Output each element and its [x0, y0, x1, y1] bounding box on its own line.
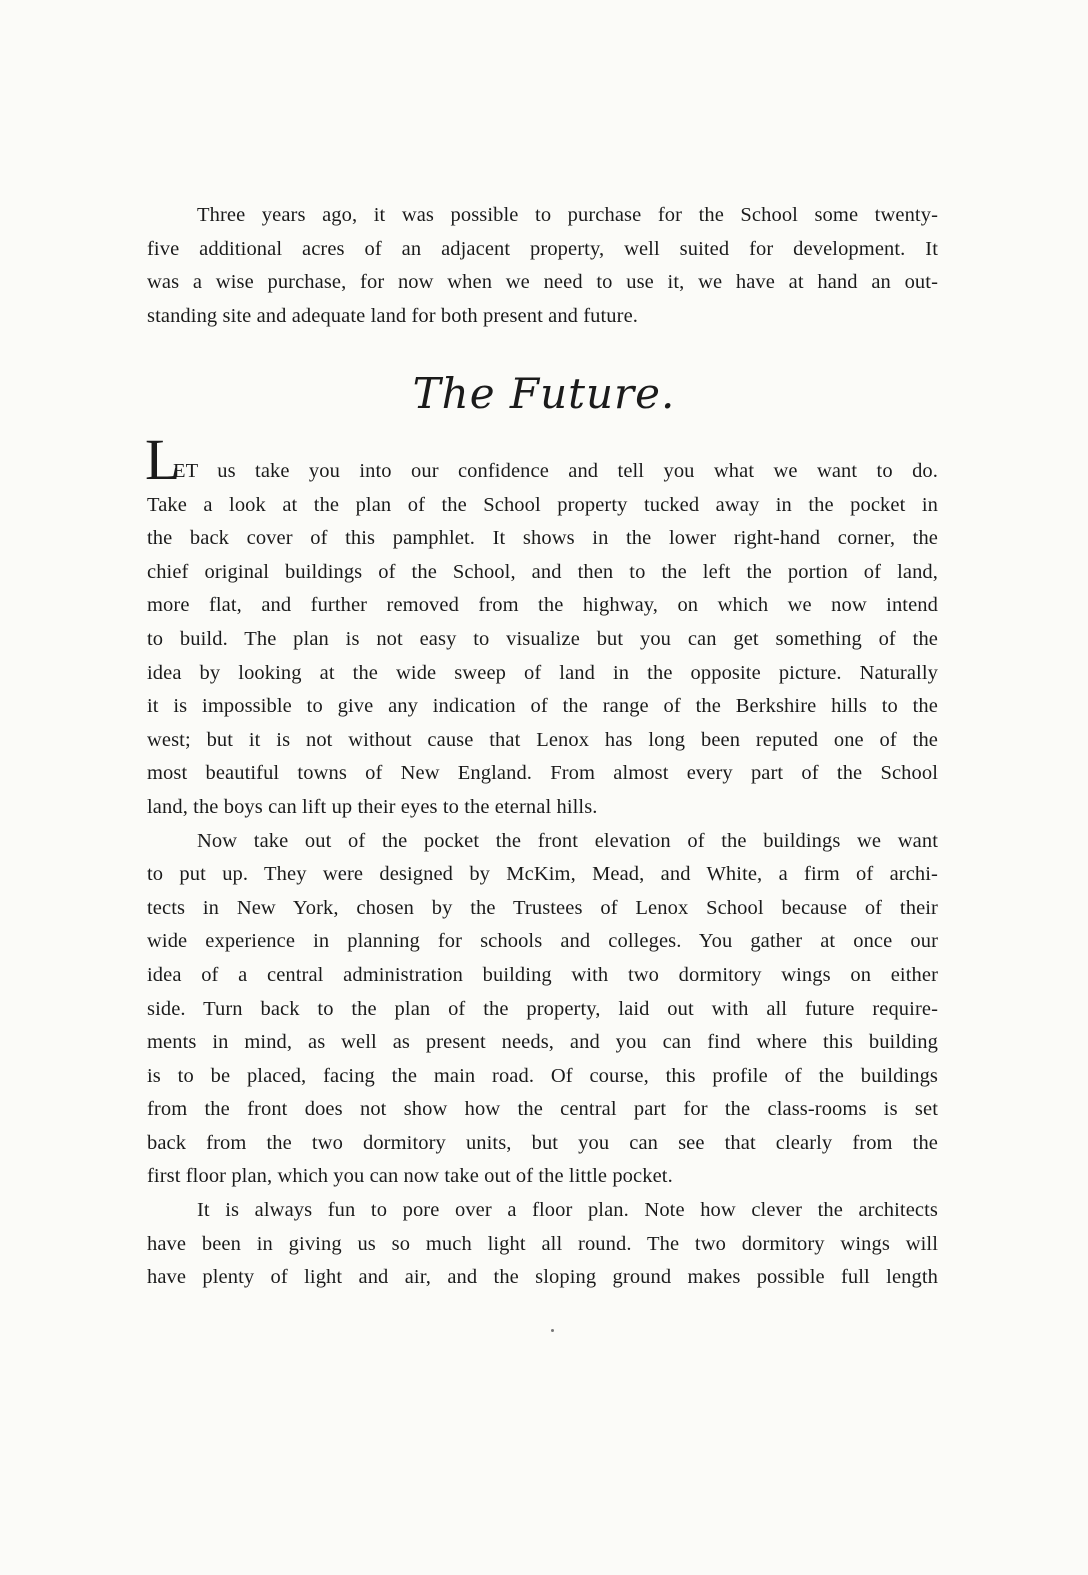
paragraph-line: Now take out of the pocket the front elevation of the buildings we want: [197, 829, 938, 852]
paragraph-line: side. Turn back to the plan of the property, laid out with all future require-: [147, 997, 938, 1020]
paragraph-line: from the front does not show how the central part for the class-rooms is set: [147, 1098, 938, 1121]
paragraph-line: west; but it is not without cause that Lenox has long been reputed one of the: [147, 728, 938, 751]
paragraph-line: wide experience in planning for schools and colleges. You gather at once our: [147, 930, 938, 953]
paragraph-line: first floor plan, which you can now take out of the little pocket.: [147, 1165, 673, 1188]
paragraph-line: idea of a central administration building with two dormitory wings on either: [147, 963, 938, 986]
paragraph-line: to build. The plan is not easy to visualize but you can get something of the: [147, 627, 938, 650]
paragraph-line: standing site and adequate land for both present and future.: [147, 304, 639, 327]
paragraph-line: idea by looking at the wide sweep of land in the opposite picture. Naturally: [147, 661, 938, 684]
intro-paragraph: [147, 199, 938, 333]
paragraph-line: Take a look at the plan of the School property tucked away in the pocket in: [147, 493, 938, 516]
paragraph-line: ments in mind, as well as present needs, and you can find where this building: [147, 1031, 938, 1054]
paragraph-line: to put up. They were designed by McKim, Mead, and White, a firm of archi-: [147, 863, 938, 886]
paragraph-line: Three years ago, it was possible to purchase for the School some twenty-: [197, 204, 938, 226]
paragraph-line: most beautiful towns of New England. From almost every part of the School: [147, 762, 938, 785]
paragraph-line: land, the boys can lift up their eyes to the eternal hills.: [147, 795, 598, 818]
paragraph-line: more flat, and further removed from the highway, on which we now intend: [147, 594, 938, 617]
paragraph-line: is to be placed, facing the main road. Of course, this profile of the buildings: [147, 1064, 938, 1087]
paragraph-line: five additional acres of an adjacent property, well suited for development. It: [147, 237, 938, 260]
section-title: The Future.: [412, 369, 676, 418]
paragraph-line: the back cover of this pamphlet. It shows in the lower right-hand corner, the: [147, 527, 938, 550]
paragraph-line: It is always fun to pore over a floor plan. Note how clever the architects: [197, 1199, 938, 1222]
paragraph-line: was a wise purchase, for now when we need to use it, we have at hand an out-: [147, 271, 938, 294]
paragraph-line: it is impossible to give any indication of the range of the Berkshire hills to the: [147, 695, 938, 718]
paragraph-line: tects in New York, chosen by the Trustees of Lenox School because of their: [147, 896, 938, 919]
paragraph-line: chief original buildings of the School, and then to the left the portion of land,: [147, 560, 938, 583]
page-speck: [551, 1329, 554, 1332]
paragraph-line: have plenty of light and air, and the sloping ground makes possible full length: [147, 1266, 938, 1289]
drop-cap: L: [145, 427, 181, 492]
first-line: [145, 427, 938, 492]
section-body: [145, 427, 938, 1295]
paragraph-line: have been in giving us so much light all round. The two dormitory wings will: [147, 1232, 938, 1255]
first-line-text: ET us take you into our confidence and tell you what we want to do.: [173, 460, 938, 482]
paragraph-line: back from the two dormitory units, but you can see that clearly from the: [147, 1131, 938, 1154]
